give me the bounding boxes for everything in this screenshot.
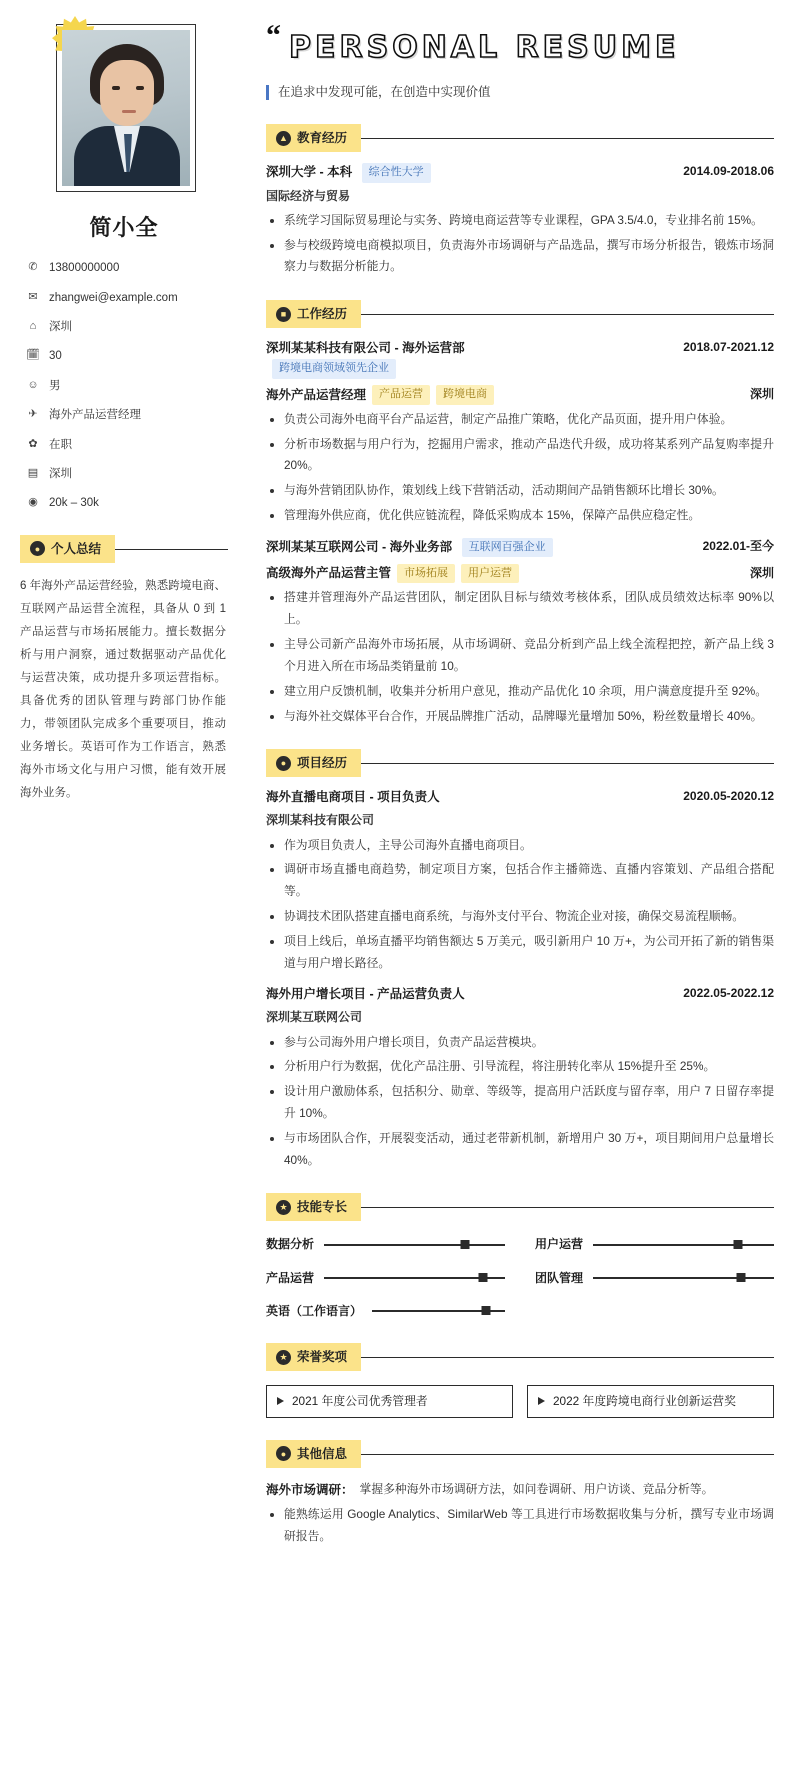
accent-bar: [266, 85, 269, 100]
personal-summary-text: 6 年海外产品运营经验，熟悉跨境电商、互联网产品运营全流程，具备从 0 到 1 产品运营与市场拓展能力。擅长数据分析与用户洞察，通过数据驱动产品优化与运营决策，成功提升多项运营指标。具备优秀的团队管理与跨部门协作能力，带领团队完成多个重要项目，推动业务增长。英语可作为工作语言，熟悉海外市场文化与用户习惯，能有效开展海外业务。: [20, 579, 226, 799]
entry-tag: 互联网百强企业: [462, 538, 553, 558]
role-tag: 用户运营: [461, 564, 519, 584]
contact-home: [26, 318, 228, 336]
contact-salary: [26, 494, 228, 512]
section-title: 项目经历: [297, 756, 348, 771]
contact-value: 男: [49, 379, 61, 392]
contact-value: 30: [49, 350, 62, 363]
skill-item: [266, 1235, 505, 1254]
entry-org: 深圳大学 - 本科: [266, 165, 353, 179]
list-item: • 分析市场数据与用户行为，挖掘用户需求，推动产品迭代升级，成功将某系列产品复购率提升 20%。: [284, 434, 774, 478]
section-header-projects: [266, 749, 774, 777]
contact-phone: [26, 259, 228, 277]
skill-knob: [461, 1240, 470, 1249]
contact-list: [20, 259, 228, 513]
list-item: • 作为项目负责人，主导公司海外直播电商项目。: [284, 835, 774, 857]
work-entry: [266, 537, 774, 727]
entry-org: 深圳某某科技有限公司 - 海外运营部: [266, 341, 465, 356]
section-title: 工作经历: [297, 307, 348, 322]
skill-knob: [479, 1273, 488, 1282]
contact-value: 在职: [49, 438, 72, 451]
triangle-icon: [538, 1397, 545, 1405]
skill-knob: [733, 1240, 742, 1249]
honors-list: [266, 1385, 774, 1418]
avatar: [62, 30, 190, 186]
resume-header: [266, 18, 774, 72]
contact-position: [26, 406, 228, 424]
skill-track: [372, 1310, 505, 1312]
list-item: • 协调技术团队搭建直播电商系统，与海外支付平台、物流企业对接，确保交易流程顺畅。: [284, 906, 774, 928]
list-item: • 参与校级跨境电商模拟项目，负责海外市场调研与产品选品，撰写市场分析报告，锻炼市场洞察力与数据分析能力。: [284, 235, 774, 279]
skill-track: [324, 1277, 505, 1279]
honor-label: 2022 年度跨境电商行业创新运营奖: [553, 1394, 736, 1409]
entry-date: 2018.07-2021.12: [683, 340, 774, 355]
entry-bullets: [266, 835, 774, 975]
skills-grid: [266, 1235, 774, 1321]
list-item: • 搭建并管理海外产品运营团队，制定团队目标与绩效考核体系，团队成员绩效达标率 90%以上。: [284, 587, 774, 631]
entry-date: 2014.09-2018.06: [683, 164, 774, 178]
entry-company: 深圳某互联网公司: [266, 1010, 363, 1025]
photo-wrap: [44, 24, 204, 192]
honor-label: 2021 年度公司优秀管理者: [292, 1394, 428, 1409]
photo-frame: [56, 24, 196, 192]
skill-knob: [737, 1273, 746, 1282]
list-item: • 主导公司新产品海外市场拓展，从市场调研、竞品分析到产品上线全流程把控，新产品上线 3 个月进入所在市场品类销量前 10。: [284, 634, 774, 678]
project-entry: [266, 984, 774, 1171]
home-icon: ⌂: [29, 319, 37, 332]
skill-label: 英语（工作语言）: [266, 1303, 363, 1318]
location-icon: ▤: [27, 466, 39, 479]
section-header-honors: [266, 1343, 774, 1371]
list-item: • 管理海外供应商，优化供应链流程，降低采购成本 15%，保障产品供应稳定性。: [284, 505, 774, 527]
entry-date: 2022.01-至今: [702, 538, 774, 553]
skill-track: [593, 1244, 774, 1246]
status-icon: ✿: [28, 437, 38, 450]
role-tag: 跨境电商: [436, 385, 494, 405]
list-item: • 负责公司海外电商平台产品运营，制定产品推广策略，优化产品页面，提升用户体验。: [284, 409, 774, 431]
list-item: • 系统学习国际贸易理论与实务、跨境电商运营等专业课程，GPA 3.5/4.0，专业排名前 15%。: [284, 210, 774, 232]
other-text: 掌握多种海外市场调研方法，如问卷调研、用户访谈、竞品分析等。: [359, 1481, 714, 1496]
skill-item: [266, 1269, 505, 1288]
section-title: 教育经历: [297, 131, 348, 145]
entry-company: 深圳某科技有限公司: [266, 813, 375, 828]
list-item: • 参与公司海外用户增长项目，负责产品运营模块。: [284, 1032, 774, 1054]
resume-subtitle-row: [266, 82, 774, 102]
entry-date: 2020.05-2020.12: [683, 789, 774, 804]
left-column: [20, 18, 242, 1745]
skill-label: 用户运营: [535, 1237, 584, 1252]
skill-label: 团队管理: [535, 1270, 584, 1285]
skill-item: [535, 1269, 774, 1288]
contact-value: zhangwei@example.com: [49, 291, 178, 304]
calendar-icon: 🗓: [26, 349, 40, 362]
info-icon: ●: [276, 1446, 291, 1461]
user-icon: ●: [30, 541, 45, 556]
briefcase-icon: ■: [276, 307, 291, 322]
section-header-work: [266, 300, 774, 328]
work-entry: [266, 338, 774, 527]
page-title: 简小全: [89, 215, 159, 240]
skill-track: [324, 1244, 505, 1246]
entry-bullets: [266, 587, 774, 727]
role-tag: 市场拓展: [397, 564, 455, 584]
contact-gender: [26, 377, 228, 395]
skill-item: [535, 1235, 774, 1254]
contact-value: 深圳: [49, 320, 72, 333]
skill-item: [266, 1302, 505, 1321]
other-label: 海外市场调研：: [266, 1482, 354, 1497]
list-item: • 与市场团队合作，开展裂变活动，通过老带新机制，新增用户 30 万+，项目期间用户总量增长 40%。: [284, 1128, 774, 1172]
role-tag: 产品运营: [372, 385, 430, 405]
entry-city: 深圳: [749, 387, 774, 402]
contact-status: [26, 436, 228, 454]
section-title: 技能专长: [297, 1200, 348, 1215]
project-entry: [266, 787, 774, 974]
section-header-education: [266, 124, 774, 152]
education-entry: [266, 162, 774, 278]
honor-item: [527, 1385, 774, 1418]
entry-tag: 跨境电商领域领先企业: [272, 359, 396, 379]
skill-track: [593, 1277, 774, 1279]
section-title: 荣誉奖项: [297, 1350, 348, 1365]
list-item: • 建立用户反馈机制，收集并分析用户意见，推动产品优化 10 余项，用户满意度提升至 92%。: [284, 681, 774, 703]
list-item: • 调研市场直播电商趋势，制定项目方案，包括合作主播筛选、直播内容策划、产品组合搭配等。: [284, 859, 774, 903]
skill-knob: [482, 1306, 491, 1315]
contact-value: 13800000000: [49, 262, 120, 275]
entry-bullets: [266, 210, 774, 278]
resume-title: PERSONAL RESUME: [289, 30, 680, 65]
contact-value: 20k – 30k: [49, 497, 99, 510]
contact-email: [26, 289, 228, 307]
section-title: 其他信息: [297, 1446, 348, 1461]
other-info: [266, 1480, 774, 1548]
contact-value: 海外产品运营经理: [49, 409, 141, 422]
skill-label: 数据分析: [266, 1237, 315, 1252]
star-icon: ★: [276, 1200, 291, 1215]
entry-org: 深圳某某互联网公司 - 海外业务部: [266, 539, 453, 554]
list-item: • 设计用户激励体系，包括积分、勋章、等级等，提高用户活跃度与留存率，用户 7 日留存率提升 10%。: [284, 1081, 774, 1125]
entry-date: 2022.05-2022.12: [683, 986, 774, 1001]
entry-tag: 综合性大学: [362, 163, 431, 183]
section-header-other: [266, 1440, 774, 1468]
right-column: [242, 18, 774, 1745]
resume-subtitle: 在追求中发现可能，在创造中实现价值: [278, 85, 491, 99]
project-icon: ●: [276, 756, 291, 771]
contact-value: 深圳: [49, 467, 72, 480]
honor-item: [266, 1385, 513, 1418]
entry-city: 深圳: [749, 565, 774, 580]
rocket-icon: ✈: [28, 408, 38, 421]
skill-label: 产品运营: [266, 1270, 315, 1285]
list-item: • 能熟练运用 Google Analytics、SimilarWeb 等工具进行市场数据收集与分析，撰写专业市场调研报告。: [284, 1504, 774, 1548]
entry-org: 海外直播电商项目 - 项目负责人: [266, 790, 440, 805]
gender-icon: ☺: [27, 378, 39, 391]
other-bullets: [266, 1504, 774, 1548]
mail-icon: ✉: [28, 290, 38, 303]
list-item: • 分析用户行为数据，优化产品注册、引导流程，将注册转化率从 15%提升至 25%。: [284, 1056, 774, 1078]
list-item: • 与海外营销团队协作，策划线上线下营销活动，活动期间产品销售额环比增长 30%。: [284, 480, 774, 502]
entry-bullets: [266, 1032, 774, 1172]
list-item: • 项目上线后，单场直播平均销售额达 5 万美元，吸引新用户 10 万+，为公司开拓了新的销售渠道与用户增长路径。: [284, 931, 774, 975]
section-title: 个人总结: [51, 541, 102, 556]
contact-location: [26, 465, 228, 483]
cap-icon: ▲: [276, 131, 291, 146]
section-header-skills: [266, 1193, 774, 1221]
entry-bullets: [266, 409, 774, 527]
salary-icon: ◉: [28, 496, 38, 509]
entry-major: 国际经济与贸易: [266, 188, 351, 203]
entry-role: 海外产品运营经理: [266, 387, 367, 402]
medal-icon: ★: [276, 1350, 291, 1365]
section-header-summary: [20, 535, 228, 563]
triangle-icon: [277, 1397, 284, 1405]
entry-org: 海外用户增长项目 - 产品运营负责人: [266, 987, 465, 1002]
contact-age: [26, 347, 228, 365]
phone-icon: ✆: [28, 261, 38, 274]
entry-role: 高级海外产品运营主管: [266, 566, 392, 581]
quote-icon: “: [266, 19, 281, 52]
list-item: • 与海外社交媒体平台合作，开展品牌推广活动，品牌曝光量增加 50%，粉丝数量增长 40%。: [284, 706, 774, 728]
